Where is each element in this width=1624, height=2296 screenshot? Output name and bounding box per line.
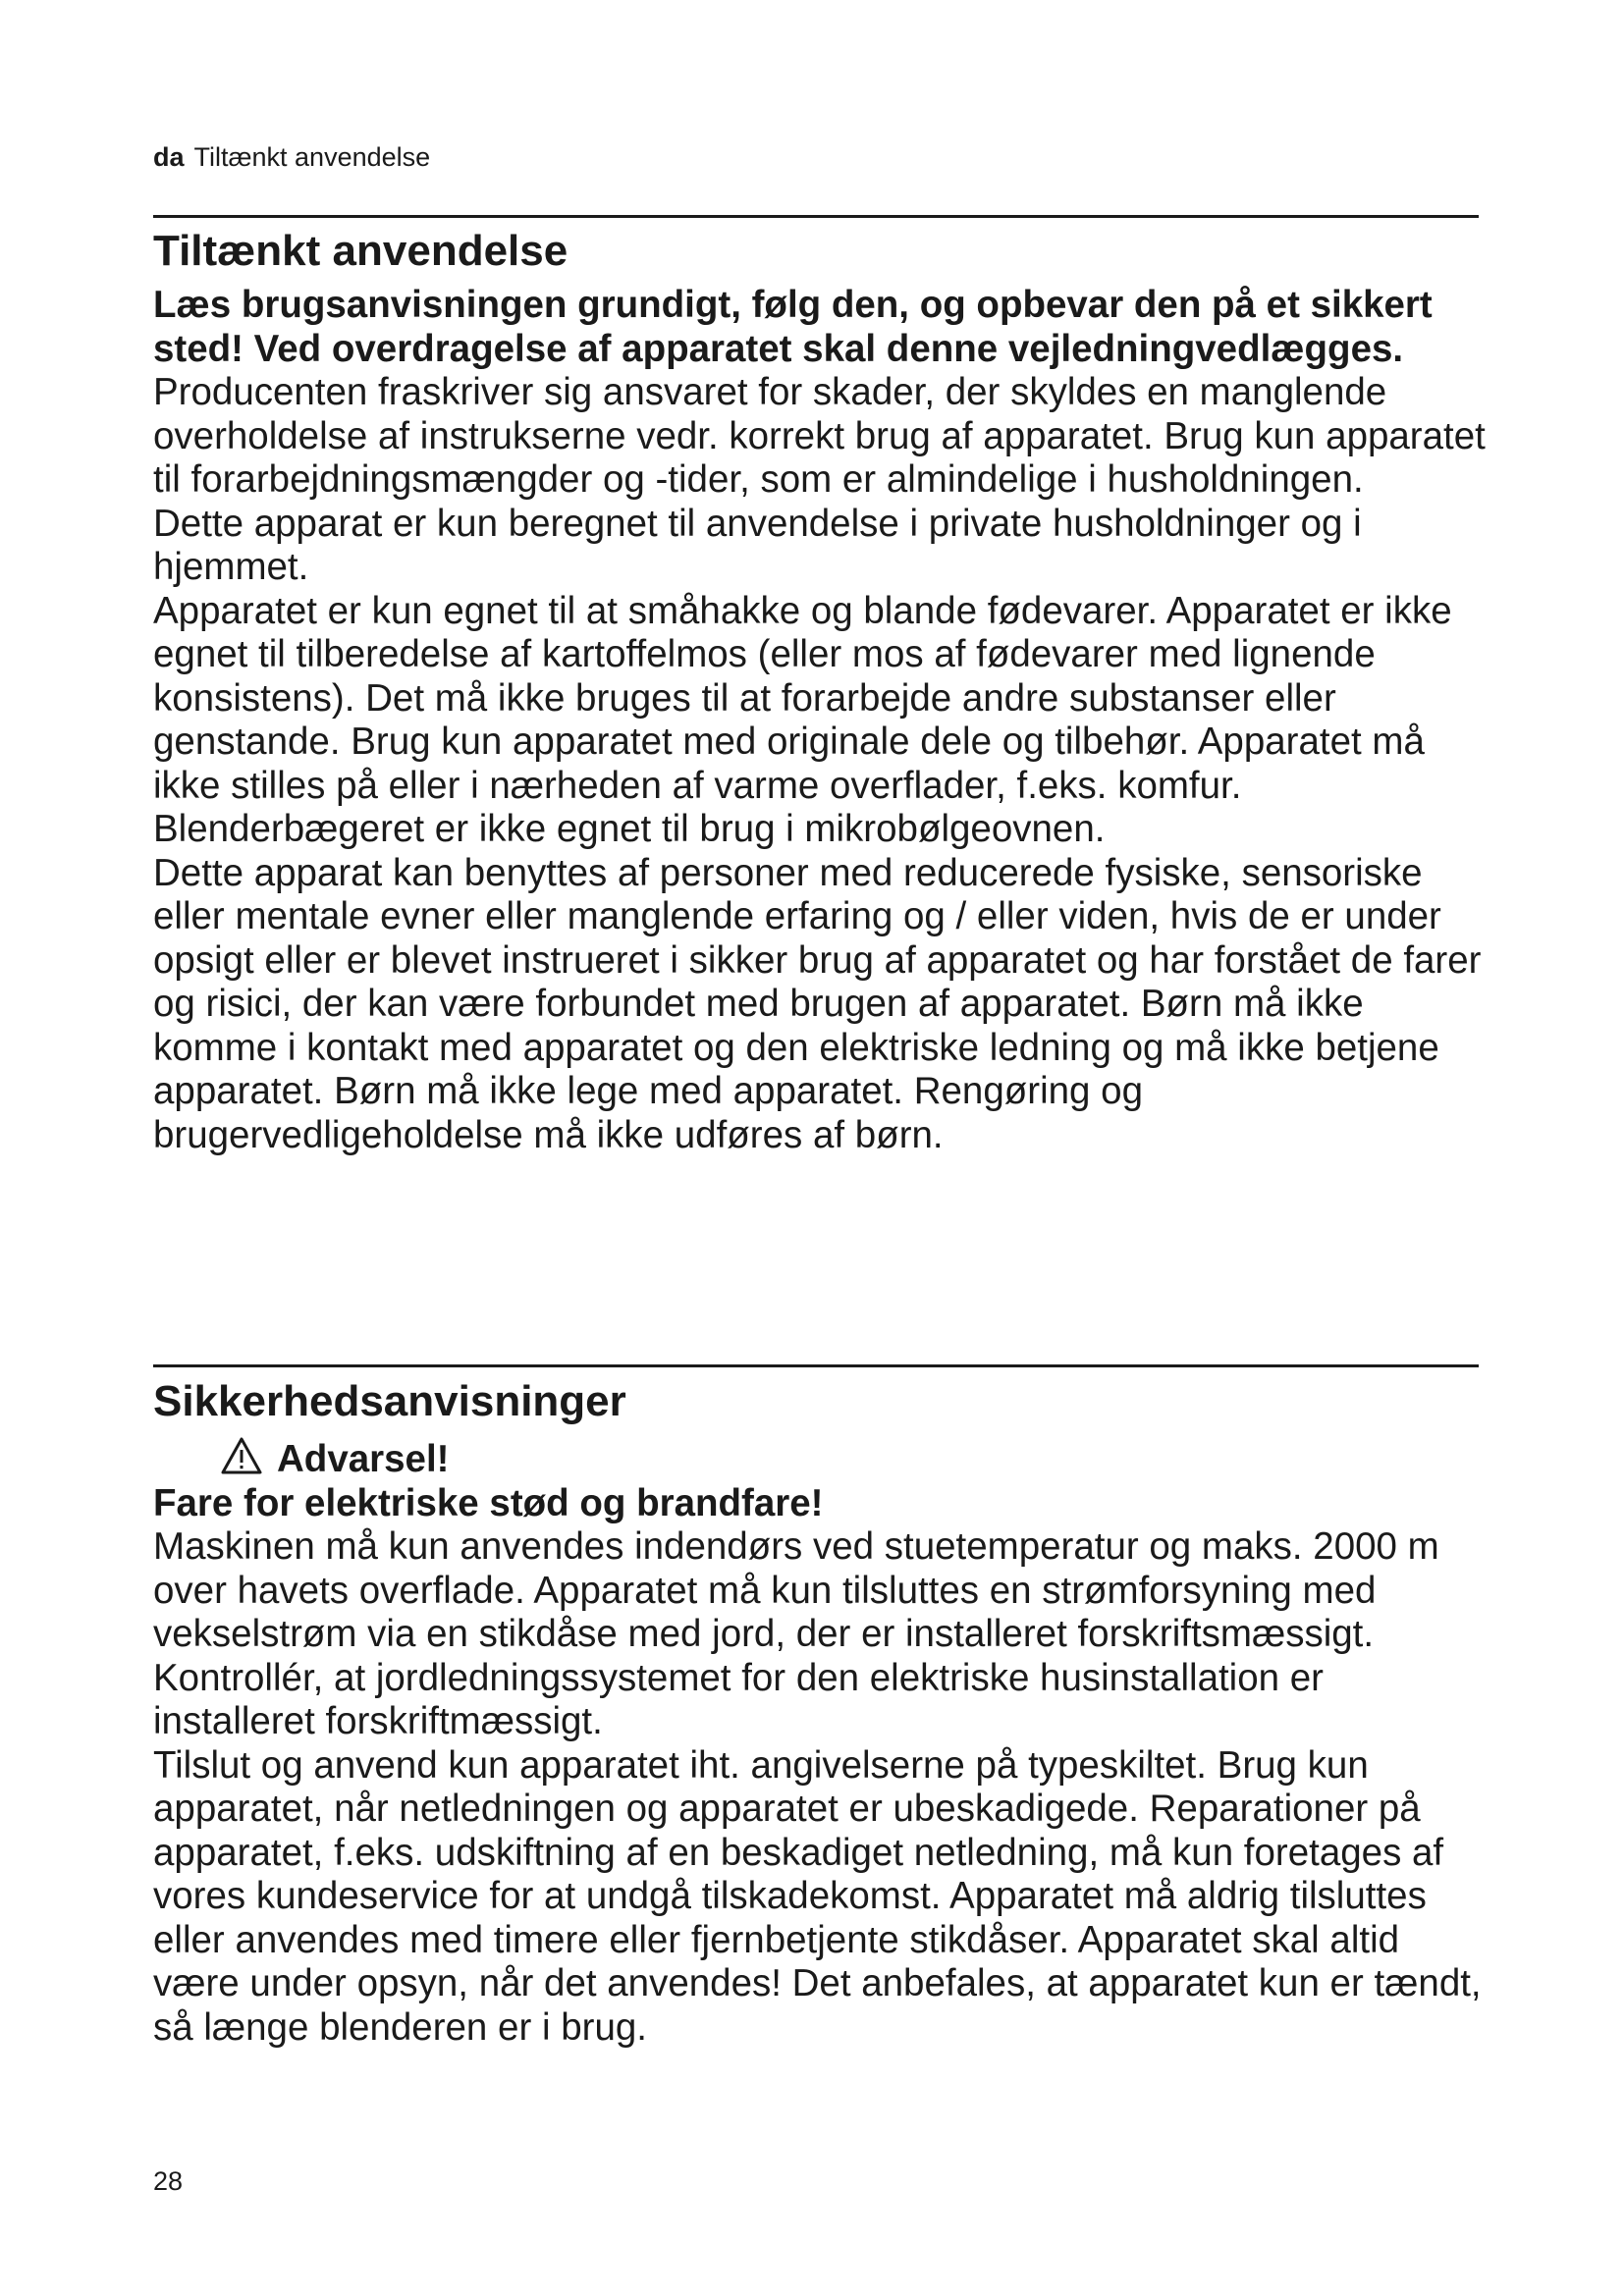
section-title-intended-use: Tiltænkt anvendelse xyxy=(153,227,568,275)
hazard-title: Fare for elektriske stød og brandfare! xyxy=(153,1481,824,1524)
page-number: 28 xyxy=(153,2166,184,2196)
paragraph: Tilslut og anvend kun apparatet iht. angivelserne på typeskiltet. Brug kun apparatet, når netledningen og apparatet er ubeskadigede. Reparationer på apparatet, f.eks. udskiftning af en beskadiget netledning, må kun foretages af vores kundeservice for at undgå tilskadekomst. Apparatet må aldrig tilsluttes eller anvendes med timere eller fjernbetjente stikdåser. Apparatet skal altid være under opsyn, når det anvendes! Det anbefales, at apparatet kun er tændt, så længe blenderen er i brug. xyxy=(153,1743,1482,2049)
paragraph: Maskinen må kun anvendes indendørs ved stuetemperatur og maks. 2000 m over havets overflade. Apparatet må kun tilsluttes en strømforsyning med vekselstrøm via en stikdåse med jord, der er installeret forskriftsmæssigt. Kontrollér, at jordledningssystemet for den elektriske husinstallation er installeret forskriftmæssigt. xyxy=(153,1525,1439,1742)
running-header-section: Tiltænkt anvendelse xyxy=(193,142,431,172)
paragraph: Producenten fraskriver sig ansvaret for skader, der skyldes en manglende overholdelse af instrukserne vedr. korrekt brug af apparatet. Brug kun apparatet til forarbejdningsmængder og -tider, som er almindelige i husholdningen. xyxy=(153,371,1486,501)
language-code: da xyxy=(153,142,185,172)
paragraph: Dette apparat er kun beregnet til anvendelse i private husholdninger og i hjemmet. xyxy=(153,502,1362,588)
paragraph: Apparatet er kun egnet til at småhakke og blande fødevarer. Apparatet er ikke egnet til tilberedelse af kartoffelmos (eller mos af fødevarer med lignende konsistens). Det må ikke bruges til at forarbejde andre substanser eller genstande. Brug kun apparatet med originale dele og tilbehør. Apparatet må ikke stilles på eller i nærheden af varme overflader, f.eks. komfur. Blenderbægeret er ikke egnet til brug i mikrobølgeovnen. xyxy=(153,589,1452,850)
warning-heading xyxy=(153,1436,1489,1482)
section-title-safety: Sikkerhedsanvisninger xyxy=(153,1377,626,1425)
paragraph: Dette apparat kan benyttes af personer med reducerede fysiske, sensoriske eller mentale evner eller manglende erfaring og / eller viden, hvis de er under opsigt eller er blevet instrueret i sikker brug af apparatet og har forstået de farer og risici, der kan være forbundet med brugen af apparatet. Børn må ikke komme i kontakt med apparatet og den elektriske ledning og må ikke betjene apparatet. Børn må ikke lege med apparatet. Rengøring og brugervedligeholdelse må ikke udføres af børn. xyxy=(153,851,1482,1156)
safety-body xyxy=(153,1436,1489,2050)
warning-triangle-icon xyxy=(220,1436,263,1475)
intro-instruction: Læs brugsanvisningen grundigt, følg den, og opbevar den på et sikkert sted! Ved overdragelse af apparatet skal denne vejledningvedlægges. xyxy=(153,284,1433,370)
running-header xyxy=(153,140,430,174)
section-divider xyxy=(153,1364,1479,1367)
warning-label: Advarsel! xyxy=(277,1438,450,1480)
section-divider xyxy=(153,215,1479,218)
intended-use-body xyxy=(153,284,1489,1157)
